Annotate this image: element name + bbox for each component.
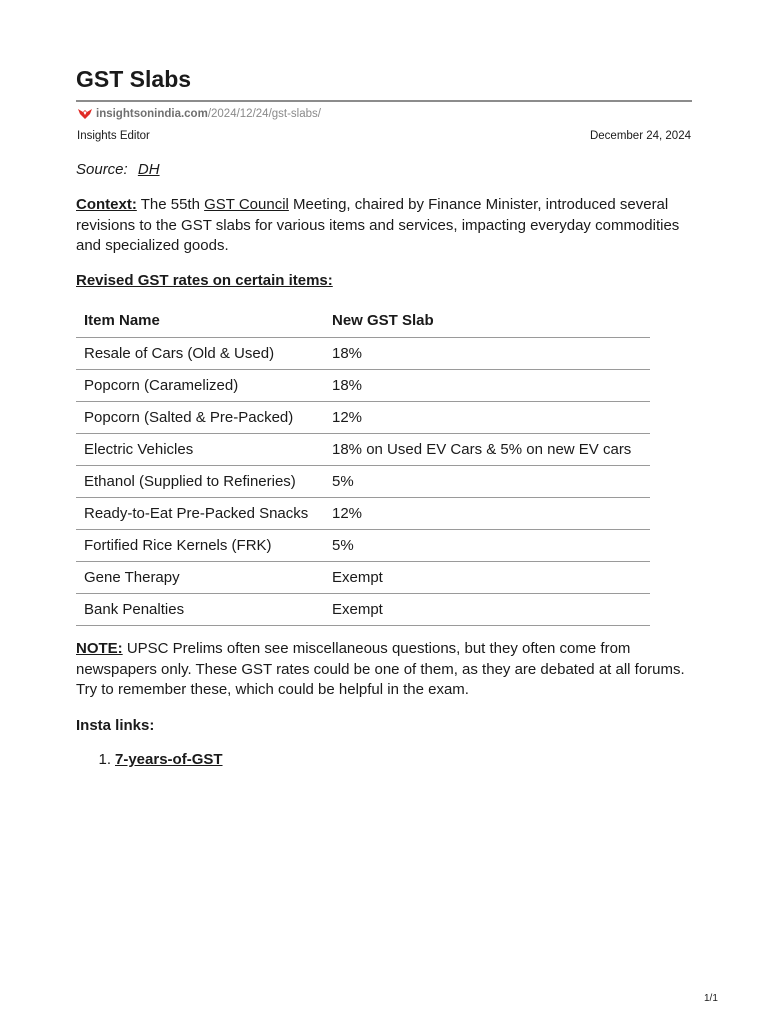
item-name-cell: Ready-to-Eat Pre-Packed Snacks bbox=[76, 497, 324, 529]
table-row bbox=[76, 369, 650, 401]
column-header-gst-slab: New GST Slab bbox=[324, 304, 650, 337]
item-name-cell: Resale of Cars (Old & Used) bbox=[76, 337, 324, 369]
table-row bbox=[76, 401, 650, 433]
list-item-number: 1. bbox=[98, 751, 111, 768]
article-meta bbox=[77, 130, 691, 142]
table-row bbox=[76, 337, 650, 369]
publish-date: December 24, 2024 bbox=[589, 130, 691, 142]
source-line bbox=[76, 161, 160, 178]
context-label: Context: bbox=[76, 196, 137, 213]
table-row bbox=[76, 497, 650, 529]
title-divider bbox=[76, 100, 692, 102]
gst-slab-cell: 18% on Used EV Cars & 5% on new EV cars bbox=[324, 433, 650, 465]
table-row bbox=[76, 433, 650, 465]
item-name-cell: Ethanol (Supplied to Refineries) bbox=[76, 465, 324, 497]
table-row bbox=[76, 561, 650, 593]
author-name: Insights Editor bbox=[77, 130, 150, 142]
gst-slab-cell: 5% bbox=[324, 465, 650, 497]
page-number: 1/1 bbox=[704, 993, 718, 1004]
insta-links-heading: Insta links: bbox=[76, 717, 155, 734]
table-header-row bbox=[76, 304, 650, 337]
gst-slab-cell: 5% bbox=[324, 529, 650, 561]
item-name-cell: Popcorn (Caramelized) bbox=[76, 369, 324, 401]
page-title: GST Slabs bbox=[76, 66, 192, 92]
url-domain: insightsonindia.com bbox=[96, 107, 208, 120]
insta-links-list bbox=[76, 751, 223, 768]
seven-years-of-gst-link[interactable]: 7-years-of-GST bbox=[115, 751, 223, 768]
context-text-after: Meeting, chaired by Finance Minister, introduced several revisions to the GST slabs for various items and services, impacting everyday commodities and specialized goods. bbox=[76, 196, 680, 254]
list-item bbox=[76, 751, 223, 768]
context-text-before: The 55th bbox=[136, 196, 205, 213]
gst-council-link[interactable]: GST Council bbox=[204, 196, 289, 213]
item-name-cell: Fortified Rice Kernels (FRK) bbox=[76, 529, 324, 561]
item-name-cell: Gene Therapy bbox=[76, 561, 324, 593]
insights-logo-icon bbox=[77, 107, 93, 120]
gst-slab-cell: 12% bbox=[324, 497, 650, 529]
revised-rates-heading: Revised GST rates on certain items: bbox=[76, 272, 333, 289]
table-row bbox=[76, 593, 650, 625]
url-path: /2024/12/24/gst-slabs/ bbox=[207, 107, 321, 120]
gst-slab-cell: Exempt bbox=[324, 593, 650, 625]
item-name-cell: Popcorn (Salted & Pre-Packed) bbox=[76, 401, 324, 433]
note-label: NOTE: bbox=[76, 640, 123, 657]
column-header-item-name: Item Name bbox=[76, 304, 324, 337]
note-text: UPSC Prelims often see miscellaneous questions, but they often come from newspapers only. These GST rates could be one of them, as they are debated at all forums. Try to remember these, which could be helpful in the exam. bbox=[76, 640, 685, 698]
gst-slab-cell: Exempt bbox=[324, 561, 650, 593]
source-label: Source: bbox=[76, 161, 128, 178]
note-paragraph bbox=[76, 639, 692, 701]
item-name-cell: Electric Vehicles bbox=[76, 433, 324, 465]
table-row bbox=[76, 529, 650, 561]
context-paragraph bbox=[76, 195, 692, 257]
gst-slab-cell: 18% bbox=[324, 369, 650, 401]
source-url[interactable] bbox=[77, 107, 321, 120]
table-row bbox=[76, 465, 650, 497]
gst-rates-table bbox=[76, 304, 650, 626]
gst-slab-cell: 12% bbox=[324, 401, 650, 433]
gst-slab-cell: 18% bbox=[324, 337, 650, 369]
source-link[interactable]: DH bbox=[137, 161, 160, 178]
item-name-cell: Bank Penalties bbox=[76, 593, 324, 625]
